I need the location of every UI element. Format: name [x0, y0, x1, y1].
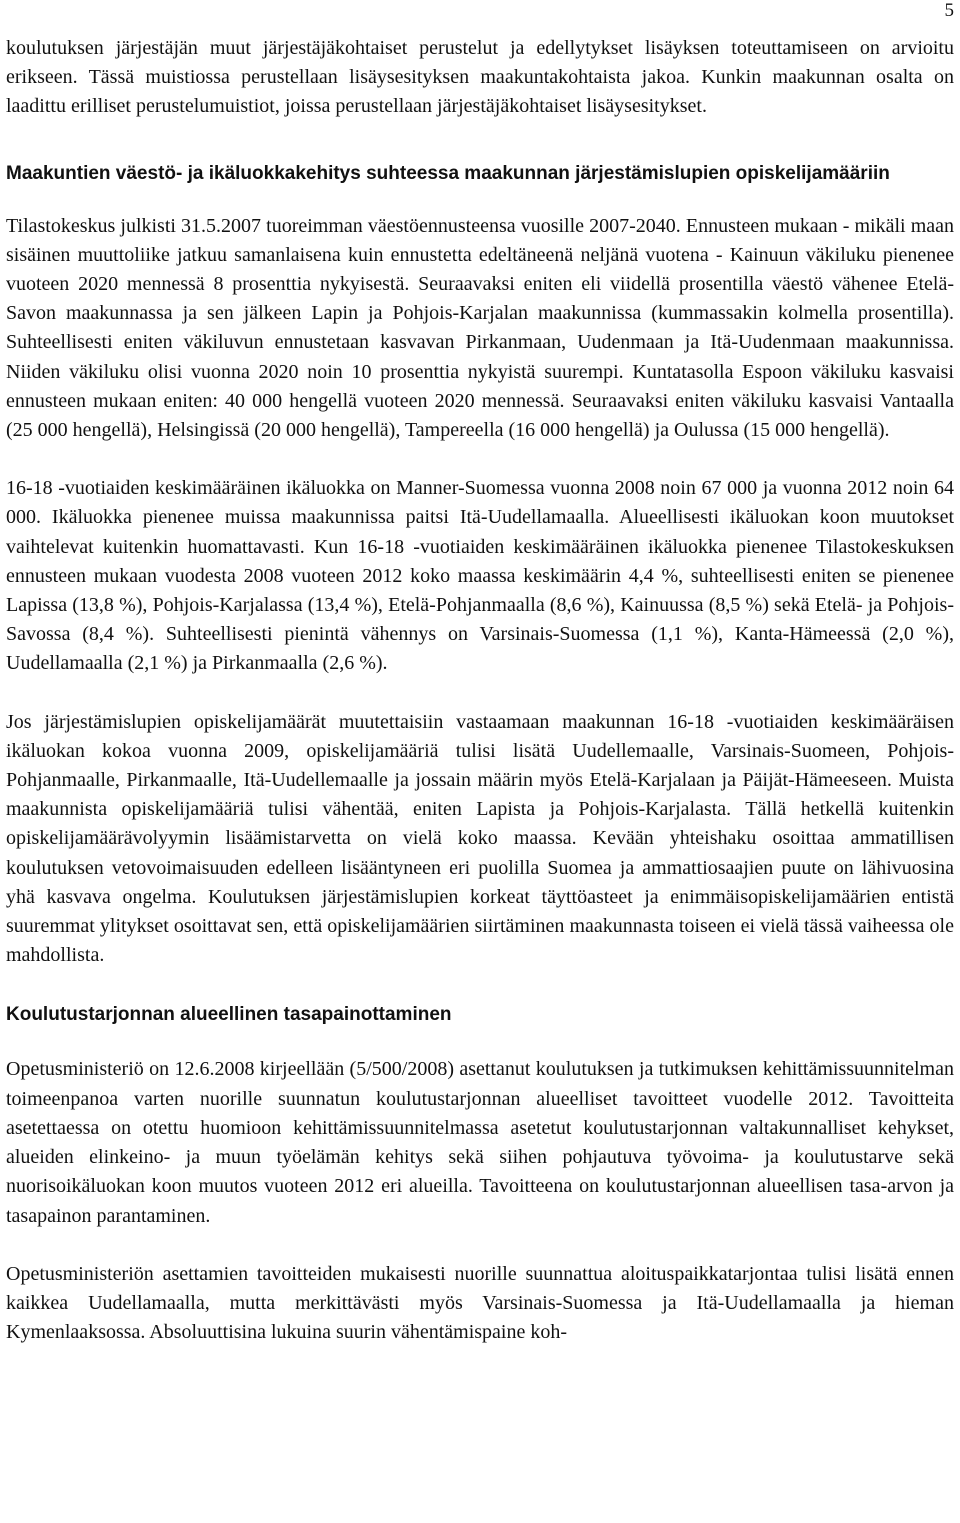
intro-paragraph: koulutuksen järjestäjän muut järjestäjäkohtaiset perustelut ja edellytykset lisäyksen toteuttamiseen on arvioitu erikseen. Tässä muistiossa perustellaan lisäysesityksen maakuntakohtaista jakoa. Kunkin maakunnan osalta on laadittu erilliset perustelumuistiot, joissa perustellaan järjestäjäkohtaiset lisäysesitykset. [6, 37, 954, 118]
paragraph-student-numbers: Jos järjestämislupien opiskelijamäärät muutettaisiin vastaamaan maakunnan 16-18 -vuotiaiden keskimääräisen ikäluokan kokoa vuonna 2009, opiskelijamääriä tulisi lisätä Uudellemaalle, Varsinais-Suomeen, Pohjois-Pohjanmaalle, Pirkanmaalle, Itä-Uudellemaalle ja jossain määrin myös Etelä-Karjalaan ja Päijät-Hämeeseen. Muista maakunnista opiskelijamääriä tulisi vähentää, eniten Lapista ja Pohjois-Karjalasta. Tällä hetkellä kuitenkin opiskelijamäärävolyymin lisäämistarvetta on vielä koko maassa. Kevään yhteishaku osoittaa ammatillisen koulutuksen vetovoimaisuuden edelleen lisääntyneen eri puolilla Suomea ja ammattiosaajien puute on lähivuosina yhä kasvava ongelma. Koulutuksen järjestämislupien korkeat täyttöasteet ja enimmäisopiskelijamäärien entistä suuremmat ylitykset osoittavat sen, että opiskelijamäärien siirtäminen maakunnasta toiseen ei vielä tässä vaiheessa ole mahdollista. [6, 710, 954, 967]
section-heading-population: Maakuntien väestö- ja ikäluokkakehitys suhteessa maakunnan järjestämislupien opiskelijamääriin [6, 162, 890, 184]
paragraph-ministry-goals: Opetusministeriön asettamien tavoitteiden mukaisesti nuorille suunnattua aloituspaikkatarjontaa tulisi lisätä ennen kaikkea Uudellamaalla, mutta merkittävästi myös Varsinais-Suomessa ja Itä-Uudellamaalla ja hieman Kymenlaaksossa. Absoluuttisina lukuina suurin vähentämispaine koh- [6, 1262, 954, 1344]
paragraph-population-forecast: Tilastokeskus julkisti 31.5.2007 tuoreimman väestöennusteensa vuosille 2007-2040. Ennusteen mukaan - mikäli maan sisäinen muuttoliike jatkuu samanlaisena kuin ennustetta edeltäneenä neljänä vuotena - Kainuun väkiluku pienenee vuoteen 2020 mennessä 8 prosenttia nykyisestä. Seuraavaksi eniten eli viidellä prosentilla väestö vähenee Etelä-Savon maakunnassa ja sen jälkeen Lapin ja Pohjois-Karjalan maakunnissa (kummassakin kolmella prosentilla). Suhteellisesti eniten väkiluvun ennustetaan kasvavan Pirkanmaan, Uudenmaan ja Itä-Uudenmaan maakunnissa. Niiden väkiluku olisi vuonna 2020 noin 10 prosenttia nykyistä suurempi. Kuntatasolla Espoon väkiluku kasvaisi ennusteen mukaan eniten: 40 000 hengellä vuoteen 2020 mennessä. Seuraavaksi eniten väkiluku kasvaisi Vantaalla (25 000 hengellä), Helsingissä (20 000 hengellä), Tampereella (16 000 hengellä) ja Oulussa (15 000 hengellä). [6, 214, 954, 442]
section-heading-regional-balance: Koulutustarjonnan alueellinen tasapainottaminen [6, 1004, 452, 1026]
paragraph-ministry-targets: Opetusministeriö on 12.6.2008 kirjeellään (5/500/2008) asettanut koulutuksen ja tutkimuksen kehittämissuunnitelman toimeenpanoa varten nuorille suunnatun koulutustarjonnan alueelliset tavoitteet vuodelle 2012. Tavoitteita asetettaessa on otettu huomioon kehittämissuunnitelmassa asetetut koulutustarjonnan valtakunnalliset kehykset, alueiden elinkeino- ja muun työelämän kehitys sekä siihen pohjautuva työvoima- ja koulutustarve sekä nuorisoikäluokan koon muutos vuoteen 2012 eri alueilla. Tavoitteena on koulutustarjonnan alueellisen tasa-arvon ja tasapainon parantaminen. [6, 1058, 954, 1227]
page-number: 5 [944, 0, 954, 21]
paragraph-age-cohort: 16-18 -vuotiaiden keskimääräinen ikäluokka on Manner-Suomessa vuonna 2008 noin 67 000 ja vuonna 2012 noin 64 000. Ikäluokka pienenee muissa maakunnissa paitsi Itä-Uudellamaalla. Alueellisesti ikäluokan koon muutokset vaihtelevat kuitenkin huomattavasti. Kun 16-18 -vuotiaiden keskimääräinen ikäluokka pienenee Tilastokeskuksen ennusteen mukaan vuodesta 2008 vuoteen 2012 koko maassa keskimäärin 4,4 %, suhteellisesti eniten se pienenee Lapissa (13,8 %), Pohjois-Karjalassa (13,4 %), Etelä-Pohjanmaalla (8,6 %), Kainuussa (8,5 %) sekä Etelä- ja Pohjois-Savossa (8,4 %). Suhteellisesti pienintä vähennys on Varsinais-Suomessa (1,1 %), Kanta-Hämeessä (2,0 %), Uudellamaalla (2,1 %) ja Pirkanmaalla (2,6 %). [6, 477, 954, 675]
